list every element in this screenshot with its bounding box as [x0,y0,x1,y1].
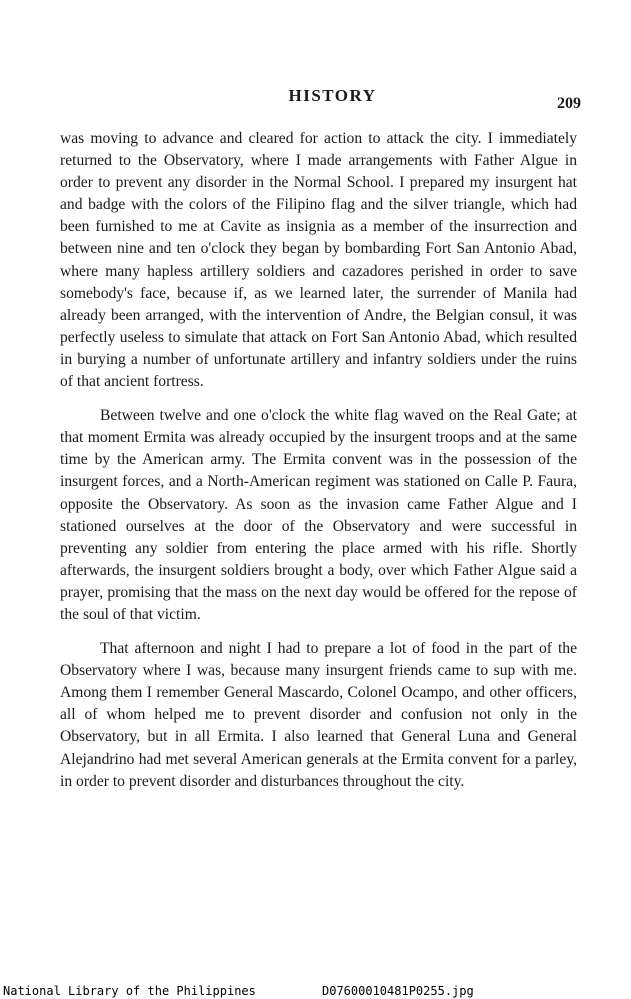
body-text [60,128,577,793]
page-header [0,86,631,116]
scan-footer [0,983,631,999]
page-number: 209 [557,95,581,112]
paragraph-real-gate: Between twelve and one o'clock the white flag waved on the Real Gate; at that moment Ermita was already occupied by the insurgent troops and at the same time by the American army. The Ermita convent was in the possession of the insurgent forces, and a North-American regiment was stationed on Calle P. Faura, opposite the Observatory. As soon as the invasion came Father Algue and I stationed ourselves at the door of the Observatory and were successful in preventing any soldier from entering the place armed with his rifle. Shortly afterwards, the insurgent soldiers brought a body, over which Father Algue said a prayer, promising that the mass on the next day would be offered for the repose of the soul of that victim. [60,407,577,623]
paragraph-afternoon: That afternoon and night I had to prepare a lot of food in the part of the Observatory where I was, because many insurgent friends came to sup with me. Among them I remember General Mascardo, Colonel Ocampo, and other officers, all of whom helped me to prevent disorder and confusion not only in the Observatory, but in all Ermita. I also learned that General Luna and General Alejandrino had met several American generals at the Ermita convent for a parley, in order to prevent disorder and disturbances throughout the city. [60,640,577,790]
footer-source: National Library of the Philippines [3,984,256,998]
running-title: HISTORY [288,86,377,105]
footer-filename: D07600010481P0255.jpg [322,984,474,998]
paragraph-continued: was moving to advance and cleared for action to attack the city. I immediately returned to the Observatory, where I made arrangements with Father Algue in order to prevent any disorder in the Normal School. I prepared my insurgent hat and badge with the colors of the Filipino flag and the silver triangle, which had been furnished to me at Cavite as insignia as a member of the insurrection and between nine and ten o'clock they began by bombarding Fort San Antonio Abad, where many hapless artillery soldiers and cazadores perished in order to save somebody's face, because if, as we learned later, the surrender of Manila had already been arranged, with the intervention of Andre, the Belgian consul, it was perfectly useless to simulate that attack on Fort San Antonio Abad, which resulted in burying a number of unfortunate artillery and infantry soldiers under the ruins of that ancient fortress. [60,130,577,391]
